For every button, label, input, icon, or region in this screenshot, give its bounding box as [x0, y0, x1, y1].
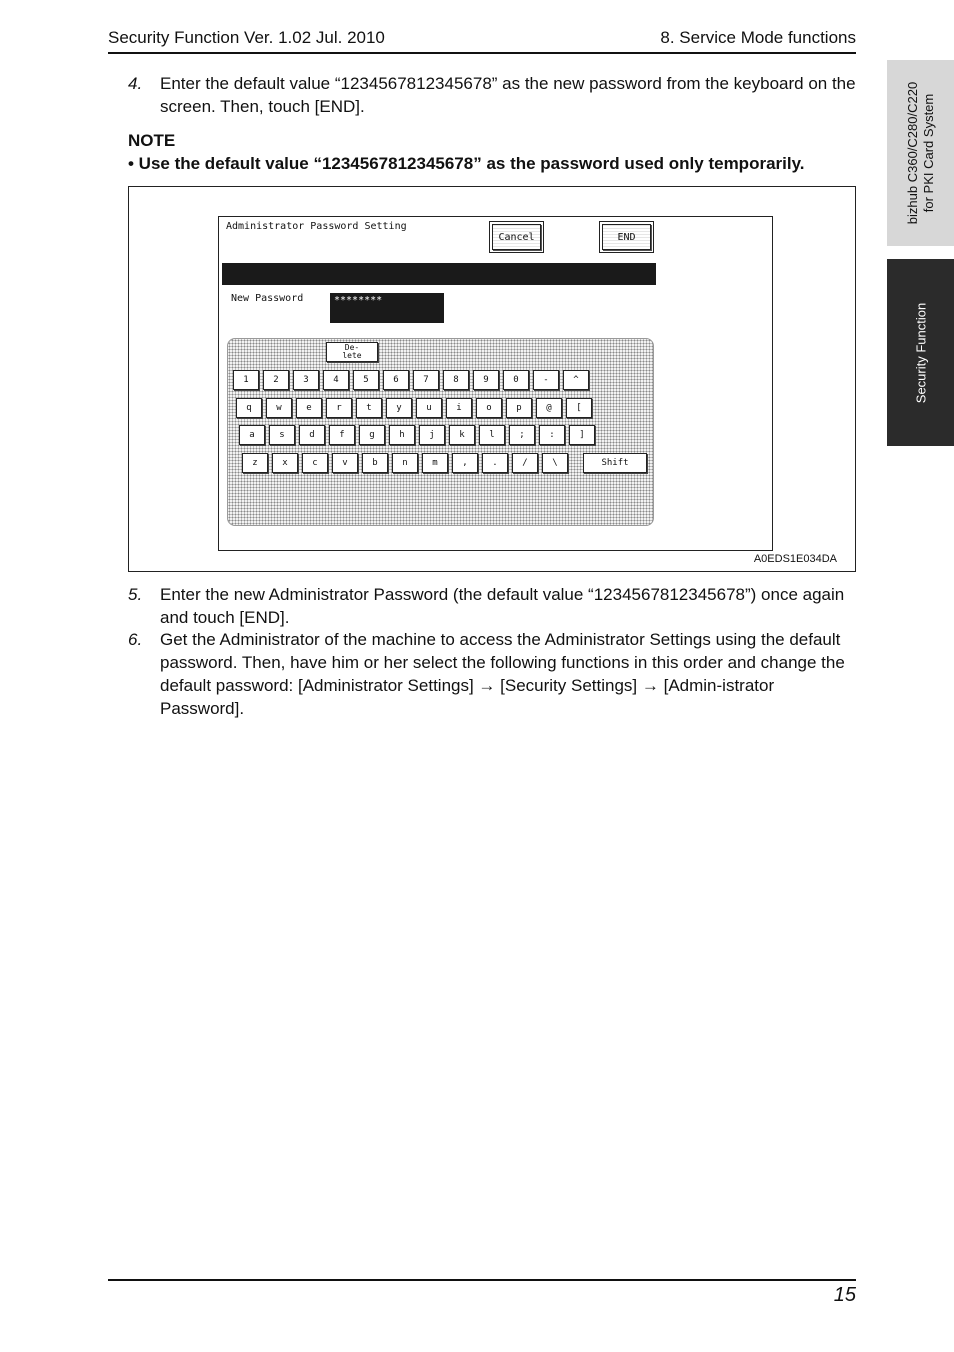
delete-key-line2: lete: [342, 351, 362, 360]
key-3-1[interactable]: x: [272, 453, 298, 473]
key-2-2[interactable]: d: [299, 425, 325, 445]
key-2-9[interactable]: ;: [509, 425, 535, 445]
key-3-0[interactable]: z: [242, 453, 268, 473]
step-6: [128, 628, 856, 720]
key-1-6[interactable]: u: [416, 398, 442, 418]
key-3-2[interactable]: c: [302, 453, 328, 473]
step-4: [128, 72, 856, 118]
key-1-9[interactable]: p: [506, 398, 532, 418]
header-left: Security Function Ver. 1.02 Jul. 2010: [108, 28, 385, 47]
control-panel-screen: [218, 216, 773, 551]
key-2-8[interactable]: l: [479, 425, 505, 445]
figure-code: A0EDS1E034DA: [753, 553, 837, 565]
key-3-3[interactable]: v: [332, 453, 358, 473]
key-1-5[interactable]: y: [386, 398, 412, 418]
key-1-7[interactable]: i: [446, 398, 472, 418]
key-3-7[interactable]: ,: [452, 453, 478, 473]
key-0-3[interactable]: 4: [323, 370, 349, 390]
page-header: [108, 28, 856, 54]
note-item: • Use the default value “1234567812345678” as the password used only temporarily.: [128, 154, 805, 173]
side-tab-product: [887, 60, 954, 246]
step-5: [128, 583, 856, 629]
footer-rule: [108, 1279, 856, 1281]
side-tab-product-label: [905, 82, 937, 224]
key-3-4[interactable]: b: [362, 453, 388, 473]
key-3-5[interactable]: n: [392, 453, 418, 473]
delete-key[interactable]: [326, 342, 378, 362]
message-bar: [222, 263, 656, 285]
step-number: 6.: [128, 630, 143, 649]
step-number: 4.: [128, 74, 143, 93]
step-text: Enter the new Administrator Password (the default value “1234567812345678”) once again and touch [END].: [160, 585, 845, 627]
key-3-6[interactable]: m: [422, 453, 448, 473]
key-3-8[interactable]: .: [482, 453, 508, 473]
key-1-11[interactable]: [: [566, 398, 592, 418]
key-3-9[interactable]: /: [512, 453, 538, 473]
step-text: Enter the default value “1234567812345678” as the new password from the keyboard on the screen. Then, touch [END].: [160, 74, 856, 116]
key-1-8[interactable]: o: [476, 398, 502, 418]
key-0-7[interactable]: 8: [443, 370, 469, 390]
key-1-10[interactable]: @: [536, 398, 562, 418]
page-number: 15: [833, 1284, 856, 1306]
key-1-0[interactable]: q: [236, 398, 262, 418]
step-number: 5.: [128, 585, 143, 604]
key-0-9[interactable]: 0: [503, 370, 529, 390]
side-tab-section: [887, 259, 954, 446]
key-2-5[interactable]: h: [389, 425, 415, 445]
key-0-11[interactable]: ^: [563, 370, 589, 390]
delete-key-line1: De-: [344, 343, 360, 352]
key-0-4[interactable]: 5: [353, 370, 379, 390]
key-1-1[interactable]: w: [266, 398, 292, 418]
key-0-2[interactable]: 3: [293, 370, 319, 390]
new-password-label: New Password: [231, 293, 304, 304]
product-line-2: for PKI Card System: [920, 93, 936, 213]
end-button-frame: [599, 221, 654, 253]
key-2-10[interactable]: :: [539, 425, 565, 445]
side-tab-section-label: Security Function: [913, 302, 928, 403]
new-password-field[interactable]: [330, 293, 444, 323]
key-2-6[interactable]: j: [419, 425, 445, 445]
key-2-11[interactable]: ]: [569, 425, 595, 445]
key-0-10[interactable]: -: [533, 370, 559, 390]
key-2-4[interactable]: g: [359, 425, 385, 445]
on-screen-keyboard: [227, 338, 654, 526]
figure-frame: [128, 186, 856, 572]
key-2-0[interactable]: a: [239, 425, 265, 445]
key-1-3[interactable]: r: [326, 398, 352, 418]
end-button[interactable]: END: [602, 224, 651, 250]
header-right: 8. Service Mode functions: [660, 28, 856, 47]
key-0-8[interactable]: 9: [473, 370, 499, 390]
key-2-7[interactable]: k: [449, 425, 475, 445]
key-0-5[interactable]: 6: [383, 370, 409, 390]
key-2-3[interactable]: f: [329, 425, 355, 445]
key-0-0[interactable]: 1: [233, 370, 259, 390]
cancel-button[interactable]: Cancel: [492, 224, 541, 250]
note-title: NOTE: [128, 131, 176, 150]
key-2-1[interactable]: s: [269, 425, 295, 445]
product-line-1: bizhub C360/C280/C220: [904, 81, 920, 225]
screen-title: Administrator Password Setting: [226, 221, 407, 232]
key-1-4[interactable]: t: [356, 398, 382, 418]
cancel-button-frame: [489, 221, 544, 253]
shift-key[interactable]: Shift: [583, 453, 647, 473]
key-0-1[interactable]: 2: [263, 370, 289, 390]
new-password-value: ********: [334, 295, 383, 306]
key-0-6[interactable]: 7: [413, 370, 439, 390]
step-text: Get the Administrator of the machine to access the Administrator Settings using the default password. Then, have him or her select the following functions in this order and change the default password: [Administrator Settings] → [Security Settings] → [Admin-istrator Password].: [160, 630, 845, 718]
key-1-2[interactable]: e: [296, 398, 322, 418]
key-3-10[interactable]: \: [542, 453, 568, 473]
